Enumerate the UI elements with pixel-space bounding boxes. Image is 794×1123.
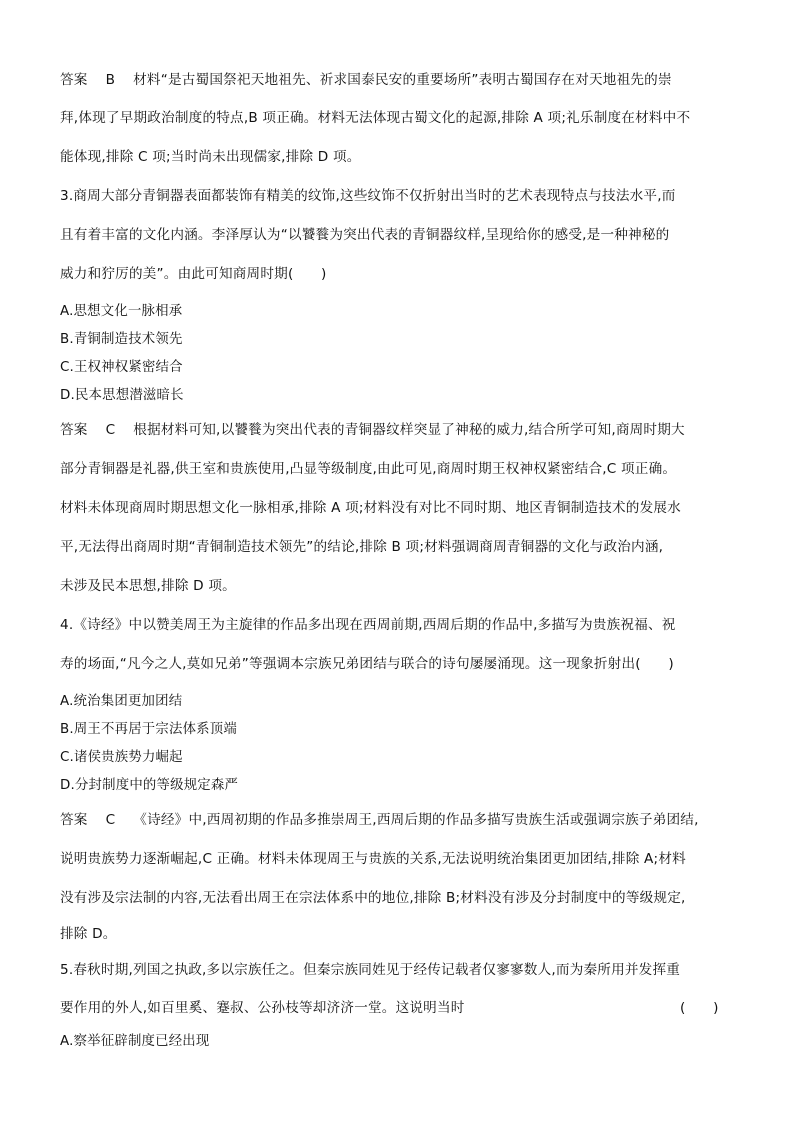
q4-stem-line-1: 4.《诗经》中以赞美周王为主旋律的作品多出现在西周前期,西周后期的作品中,多描写为贵族祝福、祝 — [60, 617, 676, 633]
q2-answer-line-3: 能体现,排除 C 项;当时尚未出现儒家,排除 D 项。 — [60, 149, 361, 165]
q4-answer-line-2: 说明贵族势力逐渐崛起,C 正确。材料未体现周王与贵族的关系,无法说明统治集团更加团结,排除 A;材料 — [60, 851, 686, 867]
q5-stem-line-1: 5.春秋时期,列国之执政,多以宗族任之。但秦宗族同姓见于经传记载者仅寥寥数人,而为秦所用并发挥重 — [60, 962, 681, 978]
q4-stem-line-2: 寿的场面,“凡今之人,莫如兄弟”等强调本宗族兄弟团结与联合的诗句屡屡涌现。这一现象折射出( ) — [60, 656, 674, 672]
answer-label: 答案 — [60, 72, 88, 88]
q3-answer-line-5: 未涉及民本思想,排除 D 项。 — [60, 578, 236, 594]
answer-paren: ( ) — [680, 1000, 719, 1016]
answer-key: C — [105, 812, 116, 828]
q3-option-d: D.民本思想潜滋暗长 — [60, 388, 184, 403]
q5-stem-line-2 — [60, 996, 740, 1016]
q4-option-d: D.分封制度中的等级规定森严 — [60, 778, 239, 793]
q3-option-c: C.王权神权紧密结合 — [60, 360, 183, 375]
q3-answer-line-2: 部分青铜器是礼器,供王室和贵族使用,凸显等级制度,由此可见,商周时期王权神权紧密结合,C 项正确。 — [60, 461, 677, 477]
q4-answer-line-1 — [60, 808, 699, 828]
q3-option-a: A.思想文化一脉相承 — [60, 304, 183, 319]
answer-text: 根据材料可知,以饕餮为突出代表的青铜器纹样突显了神秘的威力,结合所学可知,商周时期大 — [133, 422, 685, 438]
q5-option-a: A.察举征辟制度已经出现 — [60, 1034, 210, 1049]
q3-option-b: B.青铜制造技术领先 — [60, 332, 183, 347]
q3-stem-line-3: 威力和狞厉的美”。由此可知商周时期( ) — [60, 266, 327, 282]
q3-stem-line-1: 3.商周大部分青铜器表面都装饰有精美的纹饰,这些纹饰不仅折射出当时的艺术表现特点与技法水平,而 — [60, 188, 676, 204]
q4-answer-line-4: 排除 D。 — [60, 926, 117, 942]
q4-option-c: C.诸侯贵族势力崛起 — [60, 750, 183, 765]
q2-answer-line-2: 拜,体现了早期政治制度的特点,B 项正确。材料无法体现古蜀文化的起源,排除 A 项;礼乐制度在材料中不 — [60, 110, 691, 126]
q4-option-a: A.统治集团更加团结 — [60, 694, 183, 709]
answer-label: 答案 — [60, 812, 88, 828]
q4-option-b: B.周王不再居于宗法体系顶端 — [60, 722, 237, 737]
q4-answer-line-3: 没有涉及宗法制的内容,无法看出周王在宗法体系中的地位,排除 B;材料没有涉及分封制度中的等级规定, — [60, 890, 686, 906]
answer-key: C — [105, 422, 116, 438]
q3-stem-line-2: 且有着丰富的文化内涵。李泽厚认为“以饕餮为突出代表的青铜器纹样,呈现给你的感受,是一种神秘的 — [60, 227, 670, 243]
answer-key: B — [105, 72, 116, 88]
q3-answer-line-1 — [60, 418, 685, 438]
q5-stem-text: 要作用的外人,如百里奚、蹇叔、公孙枝等却济济一堂。这说明当时 — [60, 1000, 465, 1016]
q3-answer-line-4: 平,无法得出商周时期“青铜制造技术领先”的结论,排除 B 项;材料强调商周青铜器的文化与政治内涵, — [60, 539, 664, 555]
answer-label: 答案 — [60, 422, 88, 438]
q2-answer-line-1 — [60, 68, 672, 88]
answer-text: 《诗经》中,西周初期的作品多推崇周王,西周后期的作品多描写贵族生活或强调宗族子弟团结, — [133, 812, 699, 828]
answer-text: 材料“是古蜀国祭祀天地祖先、祈求国泰民安的重要场所”表明古蜀国存在对天地祖先的崇 — [133, 72, 672, 88]
q3-answer-line-3: 材料未体现商周时期思想文化一脉相承,排除 A 项;材料没有对比不同时期、地区青铜制造技术的发展水 — [60, 500, 681, 516]
